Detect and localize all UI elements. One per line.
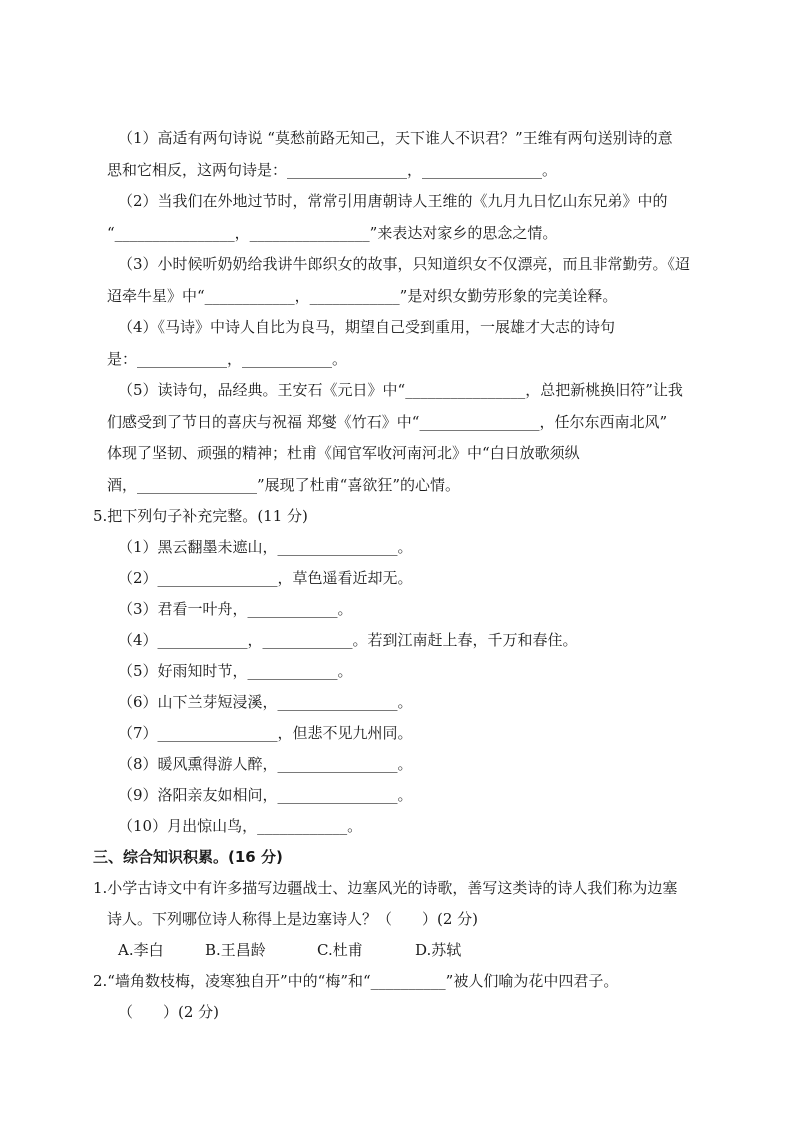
q3-text-line1: （3）小时候听奶奶给我讲牛郎织女的故事，只知道织女不仅漂亮，而且非常勤劳。《迢 (118, 255, 691, 273)
option-d: D.苏轼 (415, 941, 462, 959)
q1-text-line1: （1）高适有两句诗说 “莫愁前路无知己，天下谁人不识君？”王维有两句送别诗的意 (118, 129, 673, 147)
fill-item: （10）月出惊山鸟，____________。 (118, 817, 363, 835)
part5-title: 5.把下列句子补充完整。(11 分) (93, 507, 308, 525)
fill-item: （9）洛阳亲友如相问，________________。 (118, 786, 413, 804)
q5-text-line1: （5）读诗句，品经典。王安石《元日》中“________________，总把新桃换旧符”让我 (118, 381, 683, 399)
option-b: B.王昌龄 (205, 941, 266, 959)
fill-item: （6）山下兰芽短浸溪，________________。 (118, 693, 413, 711)
option-a: A.李白 (118, 941, 164, 959)
q1-text-line2: 思和它相反，这两句诗是：________________，________________。 (107, 161, 558, 179)
s3-q1-line1: 1.小学古诗文中有许多描写边疆战士、边塞风光的诗歌，善写这类诗的诗人我们称为边塞 (93, 879, 678, 897)
fill-item: （7）________________，但悲不见九州同。 (118, 724, 413, 742)
fill-item: （3）君看一叶舟，____________。 (118, 600, 353, 618)
fill-item: （2）________________，草色遥看近却无。 (118, 569, 413, 587)
fill-item: （1）黑云翻墨未遮山，________________。 (118, 538, 413, 556)
s3-q1-line2: 诗人。下列哪位诗人称得上是边塞诗人？（ ）(2 分) (107, 910, 479, 928)
q2-text-line1: （2）当我们在外地过节时，常常引用唐朝诗人王维的《九月九日忆山东兄弟》中的 (118, 192, 668, 210)
s3-q2-line1: 2.“墙角数枝梅，凌寒独自开”中的“梅”和“__________”被人们喻为花中四君子。 (93, 972, 619, 990)
q4-text-line2: 是：____________，____________。 (107, 350, 348, 368)
q5-text-line3: 体现了坚韧、顽强的精神；杜甫《闻官军收河南河北》中“白日放歌须纵 (107, 444, 580, 462)
q2-text-line2: “________________，________________”来表达对家乡的思念之情。 (107, 224, 558, 242)
section-heading: 三、综合知识积累。(16 分) (93, 848, 283, 866)
q3-text-line2: 迢牵牛星》中“____________，____________”是对织女勤劳形象的完美诠释。 (107, 287, 618, 305)
q5-text-line4: 酒，________________”展现了杜甫“喜欲狂”的心情。 (107, 476, 461, 494)
q4-text-line1: （4）《马诗》中诗人自比为良马，期望自己受到重用，一展雄才大志的诗句 (118, 318, 616, 336)
q5-text-line2: 们感受到了节日的喜庆与祝福 郑燮《竹石》中“________________，任尔东西南北风” (107, 413, 668, 431)
s3-q2-line2: （ ）(2 分) (118, 1003, 220, 1021)
fill-item: （8）暖风熏得游人醉，________________。 (118, 755, 413, 773)
fill-item: （4）____________，____________。若到江南赶上春，千万和春住。 (118, 631, 578, 649)
option-c: C.杜甫 (317, 941, 363, 959)
fill-item: （5）好雨知时节，____________。 (118, 662, 353, 680)
